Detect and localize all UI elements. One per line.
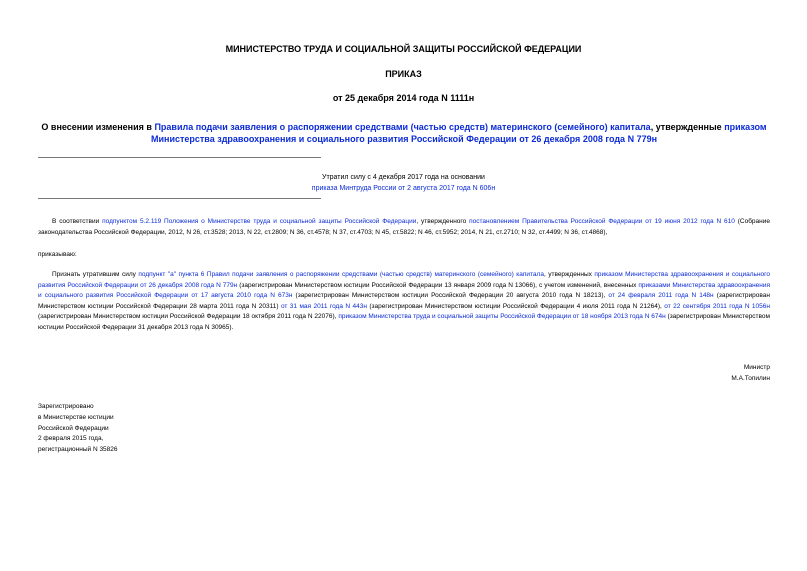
preamble-text-2: , утвержденного	[416, 218, 470, 225]
status-note	[140, 172, 667, 194]
order-word: приказываю:	[38, 251, 77, 258]
main-link-order-1056n[interactable]: от 22 сентября 2011 года N 1056н	[664, 302, 770, 310]
main-text-5: (зарегистрирован Министерством юстиции Российской Федерации 28 марта 2011 года N 20311)	[38, 292, 770, 310]
registration-line-1: Зарегистрировано	[38, 403, 94, 410]
main-text-7: (зарегистрирован Министерством юстиции Российской Федерации 18 октября 2011 года N 22076),	[38, 313, 339, 320]
main-link-order-148n[interactable]: от 24 февраля 2011 года N 148н	[608, 292, 714, 299]
main-link-subpoint[interactable]: подпункт "а" пункта 6 Правил подачи заявления о распоряжении средствами (частью средств) материнского (семейного) капитала	[138, 271, 544, 278]
signature-name: М.А.Топилин	[731, 375, 770, 382]
document-type: ПРИКАЗ	[385, 69, 422, 79]
status-link[interactable]: приказа Минтруда России от 2 августа 2017 года N 606н	[311, 185, 496, 192]
signature-position: Министр	[743, 364, 770, 371]
main-link-order-443n[interactable]: от 31 мая 2011 года N 443н	[280, 302, 367, 310]
main-text-1: Признать утратившим силу	[52, 271, 139, 278]
ministry-title: МИНИСТЕРСТВО ТРУДА И СОЦИАЛЬНОЙ ЗАЩИТЫ РОССИЙСКОЙ ФЕДЕРАЦИИ	[225, 44, 582, 54]
main-paragraph	[38, 270, 770, 333]
registration-block	[38, 402, 118, 456]
heading-prefix: О внесении изменения в	[41, 122, 155, 132]
signature-block	[731, 362, 770, 384]
preamble-link-resolution[interactable]: постановлением Правительства Российской Федерации от 19 июня 2012 года N 610	[469, 218, 735, 225]
preamble-paragraph	[38, 217, 770, 238]
registration-line-3: Российской Федерации	[38, 424, 109, 432]
heading-link-order[interactable]: приказом Министерства здравоохранения и социального развития Российской Федерации от 26 декабря 2008 года N 779н	[150, 122, 767, 144]
main-link-order-779n[interactable]: приказом Министерства здравоохранения и социального развития Российской Федерации от 26 декабря 2008 года N 779н	[38, 271, 770, 289]
main-text-4: (зарегистрирован Министерством юстиции Российской Федерации 20 августа 2010 года N 18213),	[292, 292, 609, 299]
registration-line-4: 2 февраля 2015 года,	[38, 435, 104, 443]
document-heading	[38, 121, 770, 145]
main-text-3: (зарегистрирован Министерством юстиции Российской Федерации 13 января 2009 года N 13066), с учетом изменений, внесенных	[237, 281, 639, 289]
heading-link-rules[interactable]: Правила подачи заявления о распоряжении средствами (частью средств) материнского (семейного) капитала	[154, 122, 651, 132]
registration-line-2: в Министерстве юстиции	[38, 413, 114, 421]
preamble-text-1: В соответствии	[52, 218, 103, 225]
divider-bottom	[38, 198, 321, 199]
preamble-text-3: (Собрание законодательства Российской Федерации, 2012, N 26, ст.3528; 2013, N 22, ст.2809; N 36, ст.4578; N 37, ст.4703; N 45, ст.5822; N 46, ст.5952; 2014, N 21, ст.2710; N 32, ст.4499; N 36, ст.4868),	[38, 218, 770, 236]
status-line: Утратил силу с 4 декабря 2017 года на основании	[322, 174, 485, 181]
document-date-number: от 25 декабря 2014 года N 1111н	[332, 93, 475, 103]
heading-middle: , утвержденные	[650, 122, 725, 132]
main-text-6: (зарегистрирован Министерством юстиции Российской Федерации 4 июля 2011 года N 21264),	[366, 302, 665, 310]
main-link-order-674n[interactable]: приказом Министерства труда и социальной защиты Российской Федерации от 18 ноября 2013 года N 674н	[338, 313, 666, 320]
main-link-order-673n[interactable]: приказами Министерства здравоохранения и социального развития Российской Федерации от 17 августа 2010 года N 673н	[38, 281, 771, 299]
main-text-2: , утвержденных	[543, 271, 595, 278]
preamble-link-regulation[interactable]: подпунктом 5.2.119 Положения о Министерстве труда и социальной защиты Российской Федерации	[102, 218, 417, 225]
divider-top	[38, 157, 321, 158]
registration-line-5: регистрационный N 35826	[38, 446, 118, 454]
main-text-8: (зарегистрирован Министерством юстиции Российской Федерации 31 декабря 2013 года N 30965).	[38, 313, 770, 331]
